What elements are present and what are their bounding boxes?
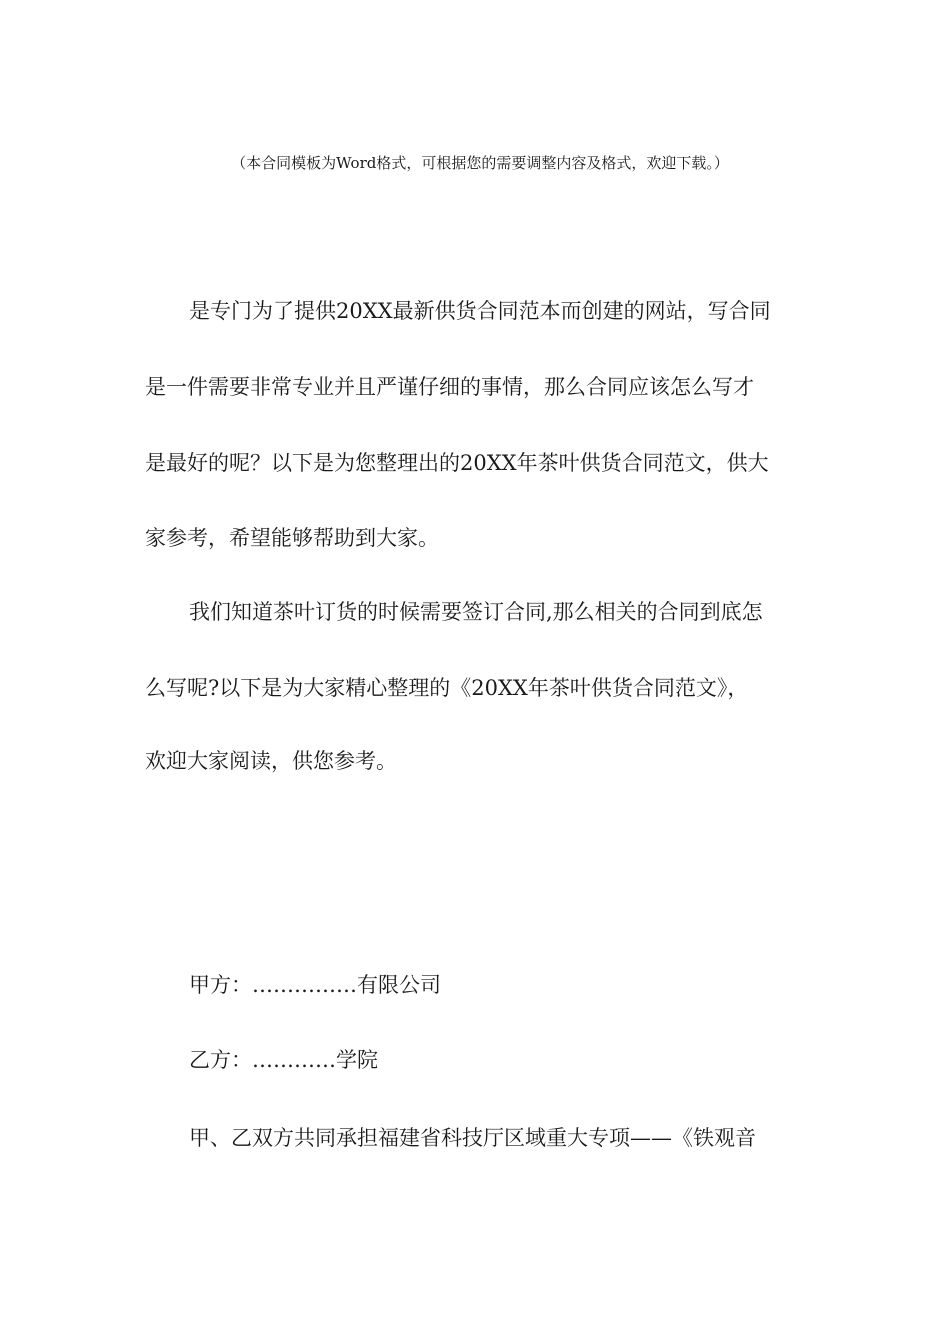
- paragraph-3-line-1: 甲、乙双方共同承担福建省科技厅区域重大专项——《铁观音: [189, 1126, 756, 1150]
- paragraph-2-line-1: 我们知道茶叶订货的时候需要签订合同,那么相关的合同到底怎: [189, 600, 763, 624]
- paragraph-2-line-2: 么写呢?以下是为大家精心整理的《20XX年茶叶供货合同范文》，: [145, 676, 749, 700]
- template-note: （本合同模板为Word格式，可根据您的需要调整内容及格式，欢迎下载。）: [231, 154, 729, 172]
- paragraph-1-line-4: 家参考，希望能够帮助到大家。: [145, 526, 439, 550]
- party-b-line: 乙方：…………学院: [189, 1048, 378, 1072]
- paragraph-1-line-1: 是专门为了提供20XX最新供货合同范本而创建的网站，写合同: [189, 299, 771, 323]
- paragraph-2-line-3: 欢迎大家阅读，供您参考。: [145, 749, 397, 773]
- paragraph-1-line-2: 是一件需要非常专业并且严谨仔细的事情，那么合同应该怎么写才: [145, 375, 754, 399]
- paragraph-1-line-3: 是最好的呢？以下是为您整理出的20XX年茶叶供货合同范文，供大: [145, 451, 769, 475]
- party-a-line: 甲方：……………有限公司: [189, 973, 441, 997]
